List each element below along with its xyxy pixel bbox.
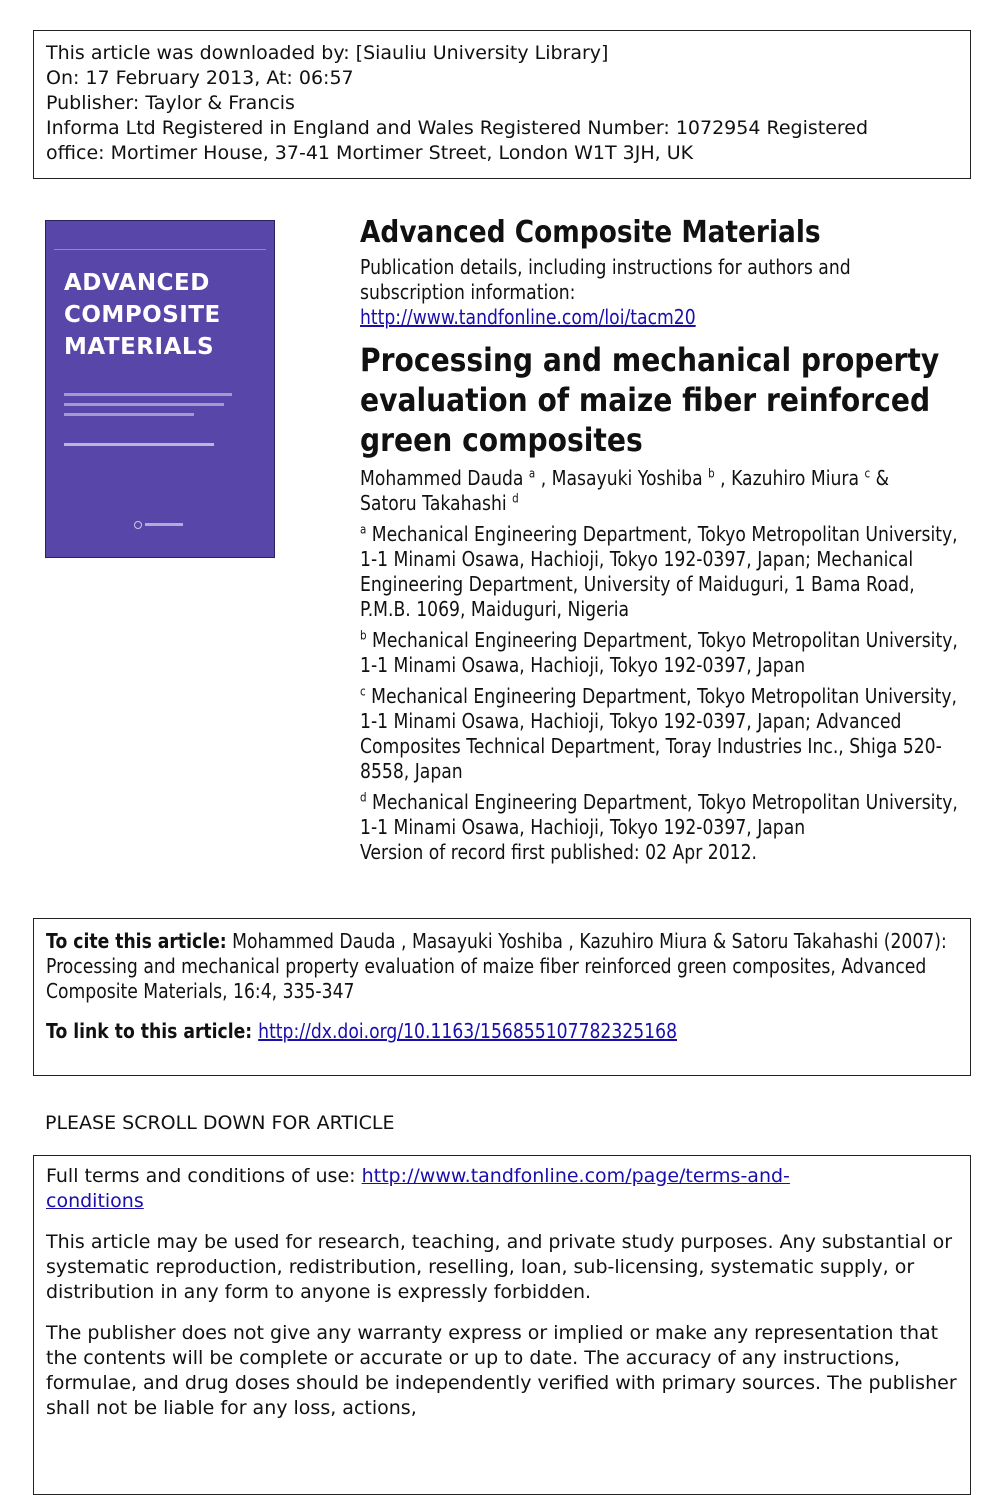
citation-box [33, 918, 971, 1076]
affiliation-text: Mechanical Engineering Department, Tokyo Metropolitan University, 1-1 Minami Osawa, Hachioji, Tokyo 192-0397, Japan; Mechanical Engineering Department, University of Maiduguri, 1 Bama Road, P.M.B. 1069, Maiduguri, Nigeria [360, 522, 958, 621]
download-notice-box [33, 30, 971, 179]
author-list [360, 466, 969, 516]
cover-editors-scribble [64, 441, 264, 452]
cover-editors-line [64, 441, 234, 449]
scroll-down-notice: PLEASE SCROLL DOWN FOR ARTICLE [45, 1112, 395, 1134]
publication-details-line: Publication details, including instructions for authors and [360, 255, 851, 279]
affiliation-text: Mechanical Engineering Department, Tokyo Metropolitan University, 1-1 Minami Osawa, Hachioji, Tokyo 192-0397, Japan [360, 628, 958, 677]
terms-intro-text: Full terms and conditions of use: [46, 1165, 362, 1187]
affiliation-mark: b [360, 628, 367, 643]
cover-title [64, 267, 221, 363]
download-notice-line: This article was downloaded by: [Siauliu University Library] [46, 42, 609, 64]
article-header [360, 212, 970, 865]
author-affiliation-mark: a [528, 466, 536, 481]
affiliation-mark: d [360, 790, 367, 805]
terms-url-part: conditions [46, 1190, 144, 1212]
author-separator: , [714, 466, 732, 490]
affiliation-c [360, 684, 969, 784]
journal-cover-image [45, 220, 275, 558]
terms-url-part: http://www.tandfonline.com/page/terms-and- [361, 1165, 790, 1187]
affiliation-b [360, 628, 969, 678]
article-title: Processing and mechanical property evaluation of maize fiber reinforced green composites [360, 341, 940, 459]
terms-paragraph: The publisher does not give any warranty express or implied or make any representation that the contents will be complete or accurate or up to date. The accuracy of any instructions, formulae, and drug doses should be independently verified with primary sources. The publisher shall not be liable for any loss, actions, [46, 1322, 957, 1419]
citation-label: To cite this article: [46, 929, 227, 953]
download-notice-line: office: Mortimer House, 37-41 Mortimer Street, London W1T 3JH, UK [46, 142, 694, 164]
cover-publisher-logo [134, 519, 194, 531]
author-affiliation-mark: c [864, 466, 871, 481]
author-affiliation-mark: d [512, 491, 519, 506]
terms-paragraph: This article may be used for research, teaching, and private study purposes. Any substantial or systematic reproduction, redistribution, reselling, loan, sub-licensing, systematic supply, or distribution in any form to anyone is expressly forbidden. [46, 1231, 953, 1303]
cover-title-line: MATERIALS [64, 334, 215, 360]
author-name: Kazuhiro Miura [731, 466, 865, 490]
affiliation-d [360, 790, 969, 840]
terms-intro [46, 1164, 958, 1214]
download-notice-line: On: 17 February 2013, At: 06:57 [46, 67, 354, 89]
cover-top-rule [54, 235, 266, 250]
affiliation-text: Mechanical Engineering Department, Tokyo Metropolitan University, 1-1 Minami Osawa, Hachioji, Tokyo 192-0397, Japan [360, 790, 958, 839]
article-link-label: To link to this article: [46, 1019, 259, 1043]
cover-subtitle-lines [64, 391, 234, 421]
citation-text [46, 929, 956, 1004]
download-notice-line: Informa Ltd Registered in England and Wales Registered Number: 1072954 Registered [46, 117, 869, 139]
publisher-logo-text [145, 522, 185, 528]
affiliation-a [360, 522, 969, 622]
terms-box [33, 1155, 971, 1495]
author-name: Mohammed Dauda [360, 466, 529, 490]
author-affiliation-mark: b [708, 466, 715, 481]
article-link-row [46, 1019, 956, 1044]
cover-title-line: ADVANCED [64, 270, 210, 296]
citation-body: Mohammed Dauda , Masayuki Yoshiba , Kazuhiro Miura & Satoru Takahashi (2007): Processing and mechanical property evaluation of maize fiber reinforced green composites, Advanced Composite Materials, 16:4, 335-347 [46, 929, 947, 1003]
affiliation-mark: a [360, 522, 367, 537]
author-name: Satoru Takahashi [360, 491, 513, 515]
publication-details [360, 255, 969, 330]
cover-title-line: COMPOSITE [64, 302, 221, 328]
publisher-logo-icon [134, 521, 142, 529]
publication-details-line: subscription information: [360, 280, 576, 304]
author-separator: & [870, 466, 890, 490]
author-name: Masayuki Yoshiba [551, 466, 709, 490]
journal-url-link[interactable]: http://www.tandfonline.com/loi/tacm20 [360, 305, 696, 329]
affiliation-text: Mechanical Engineering Department, Tokyo Metropolitan University, 1-1 Minami Osawa, Hachioji, Tokyo 192-0397, Japan; Advanced Composites Technical Department, Toray Industries Inc., Shiga 520-8558, Japan [360, 684, 957, 783]
journal-title: Advanced Composite Materials [360, 215, 821, 250]
affiliation-mark: c [360, 684, 366, 699]
download-notice-line: Publisher: Taylor & Francis [46, 92, 295, 114]
article-doi-link[interactable]: http://dx.doi.org/10.1163/156855107782325168 [258, 1019, 678, 1043]
cover-subtitle-scribble [64, 391, 264, 424]
version-of-record: Version of record first published: 02 Apr 2012. [360, 840, 757, 864]
author-separator: , [535, 466, 552, 490]
